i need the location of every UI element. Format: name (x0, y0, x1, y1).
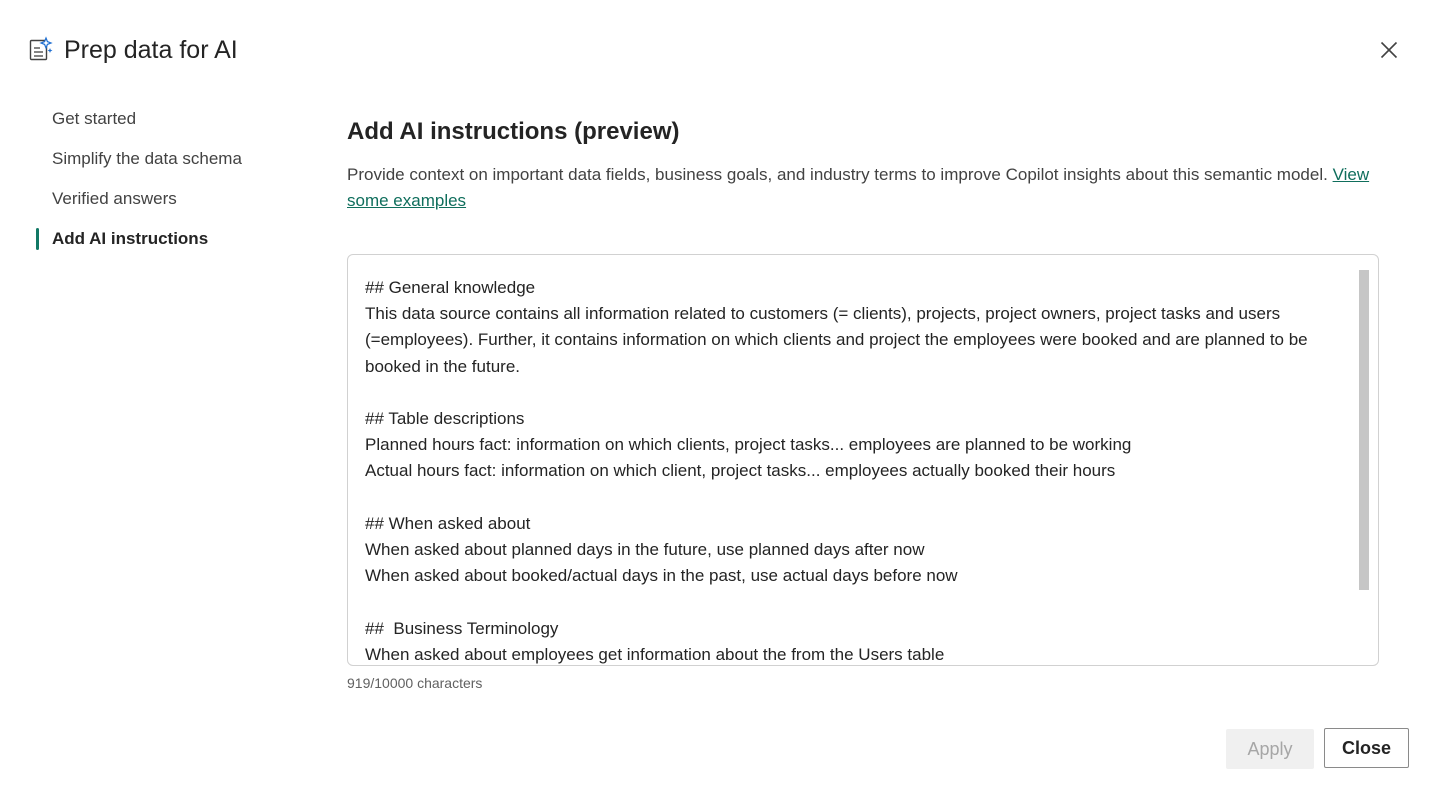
ai-instructions-text[interactable]: ## General knowledge This data source contains all information related to customers (= clients), projects, project owners, project tasks and users (=employees). Further, it contains information on which clients and project the employees were booked and are planned to be booked in the future. ## Table descriptions Planned hours fact: information on which clients, project tasks... employees are planned to be working Actual hours fact: information on which client, project tasks... employees actually booked their hours ## When asked about When asked about planned days in the future, use planned days after now When asked about booked/actual days in the past, use actual days before now ## Business Terminology When asked about employees get information about the from the Users table (365, 278, 1308, 664)
character-count: 919/10000 characters (347, 675, 483, 691)
ai-instructions-textarea[interactable] (347, 254, 1379, 666)
prep-data-ai-icon (28, 36, 54, 62)
section-title: Add AI instructions (preview) (347, 118, 680, 145)
nav-item-add-ai-instructions[interactable] (36, 224, 296, 264)
description-text: Provide context on important data fields, business goals, and industry terms to improve Copilot insights about this semantic model. (347, 165, 1328, 184)
nav-item-label: Verified answers (52, 189, 177, 208)
nav-item-label: Simplify the data schema (52, 149, 242, 168)
nav-item-verified-answers[interactable] (36, 184, 296, 224)
close-button[interactable]: Close (1324, 728, 1409, 768)
nav-item-label: Get started (52, 109, 137, 128)
nav-item-label: Add AI instructions (52, 229, 209, 248)
sidebar-nav (36, 104, 296, 264)
view-examples-link[interactable]: View some examples (347, 165, 1370, 210)
apply-button[interactable]: Apply (1226, 729, 1314, 769)
nav-item-get-started[interactable] (36, 104, 296, 144)
scrollbar-thumb[interactable] (1359, 270, 1369, 590)
nav-item-simplify-schema[interactable] (36, 144, 296, 184)
section-description (347, 162, 1412, 214)
dialog-title: Prep data for AI (64, 36, 238, 64)
close-icon[interactable] (1376, 37, 1402, 63)
